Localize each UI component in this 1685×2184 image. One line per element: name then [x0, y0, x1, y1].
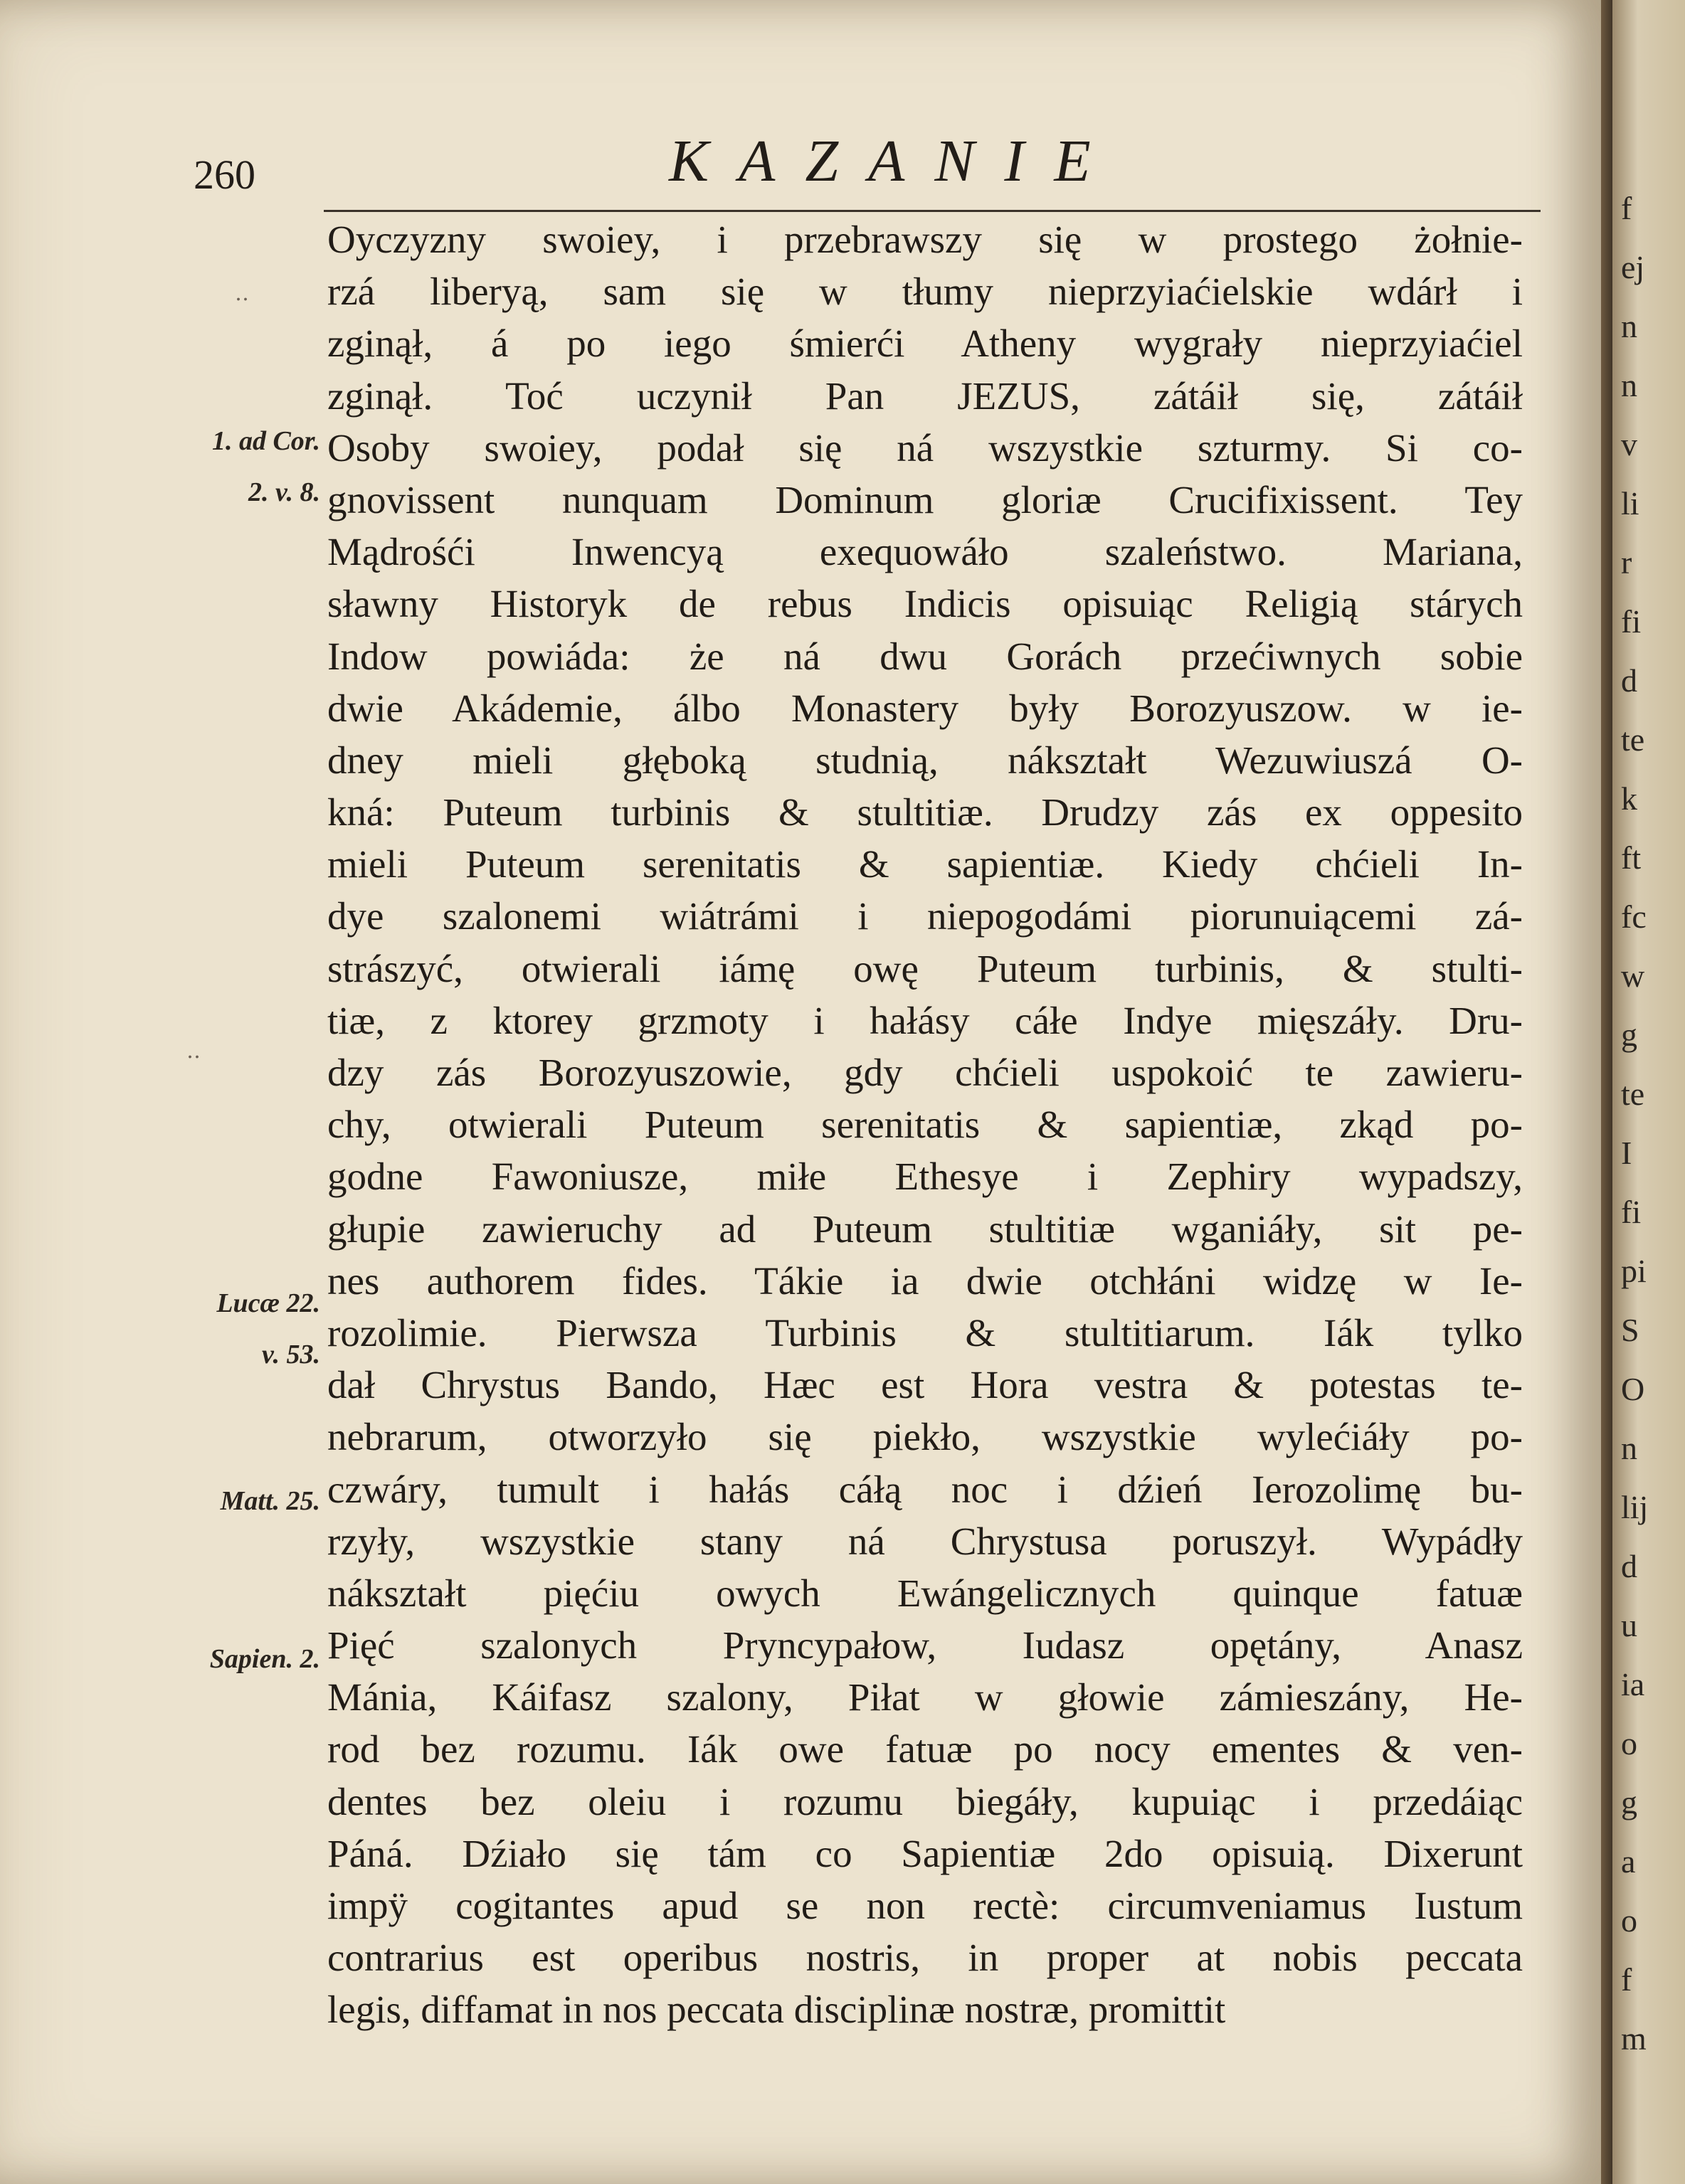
facing-page-fragment: a [1621, 1843, 1636, 1880]
text-line: dentes bez oleiu i rozumu biegáły, kupuiąc i przedáiąc [327, 1779, 1523, 1823]
text-line: zginął, á po iego śmierći Atheny wygrały nieprzyiaćiel [327, 322, 1523, 366]
facing-page-fragment: o [1621, 1725, 1637, 1761]
facing-page-edge [1612, 0, 1685, 2184]
text-line: dał Chrystus Bando, Hæc est Hora vestra & potestas te- [327, 1363, 1523, 1407]
facing-page-fragment: u [1621, 1607, 1637, 1643]
facing-page-fragment: fc [1621, 898, 1647, 935]
text-line: nákształt pięćiu owych Ewángelicznych quinque fatuæ [327, 1571, 1523, 1615]
facing-page-fragment: S [1621, 1312, 1639, 1348]
text-line: Mánia, Káifasz szalony, Piłat w głowie zámieszány, He- [327, 1675, 1523, 1719]
text-line: legis, diffamat in nos peccata disciplinæ nostræ, promittit [327, 1988, 1226, 2032]
facing-page-fragment: ej [1621, 249, 1645, 285]
text-line: dwie Akádemie, álbo Monastery były Borozyuszow. w ie- [327, 686, 1523, 730]
facing-page-fragment: g [1621, 1784, 1637, 1820]
facing-page-fragment: te [1621, 1076, 1645, 1112]
facing-page-fragment: v [1621, 426, 1637, 462]
text-line: Osoby swoiey, podał się ná wszystkie szturmy. Si co- [327, 425, 1523, 470]
text-line: impÿ cogitantes apud se non rectè: circumveniamus Iustum [327, 1884, 1523, 1927]
text-line: Oyczyzny swoiey, i przebrawszy się w prostego żołnie- [327, 218, 1523, 261]
text-line: strászyć, otwierali iámę owę Puteum turbinis, & stulti- [327, 946, 1523, 990]
margin-note: Lucæ 22. [216, 1288, 320, 1318]
ink-speck: ‥ [186, 1039, 201, 1064]
facing-page-fragment: g [1621, 1017, 1637, 1053]
text-line: mieli Puteum serenitatis & sapientiæ. Kiedy chćieli In- [327, 842, 1523, 886]
text-line: Páná. Dźiało się tám co Sapientiæ 2do opisuią. Dixerunt [327, 1831, 1523, 1875]
facing-page-fragment: w [1621, 958, 1645, 994]
facing-page-fragment: lij [1621, 1489, 1649, 1525]
text-line: nes authorem fides. Tákie ia dwie otchłáni widzę w Ie- [327, 1258, 1523, 1303]
margin-note: 2. v. 8. [248, 477, 320, 507]
facing-page-fragment: ia [1621, 1666, 1645, 1702]
facing-page-fragment: n [1621, 367, 1637, 403]
margin-note: 1. ad Cor. [211, 426, 320, 456]
text-line: czwáry, tumult i hałás cáłą noc i dźień Ierozolimę bu- [327, 1467, 1523, 1511]
text-line: rzyły, wszystkie stany ná Chrystusa poruszył. Wypádły [327, 1519, 1523, 1563]
facing-page-fragment: O [1621, 1371, 1645, 1407]
text-line: Pięć szalonych Pryncypałow, Iudasz opętány, Anasz [327, 1623, 1523, 1668]
facing-page-fragment: o [1621, 1902, 1637, 1939]
margin-note: Matt. 25. [220, 1486, 320, 1516]
running-head: KAZANIE [669, 128, 1121, 194]
body-text [327, 213, 1523, 2036]
page-number: 260 [194, 152, 255, 198]
facing-page-fragment: fi [1621, 1194, 1642, 1230]
facing-page-fragment: pi [1621, 1253, 1647, 1289]
text-line: rzá liberyą, sam się w tłumy nieprzyiaćielskie wdárł i [327, 270, 1523, 314]
facing-page-fragment: d [1621, 662, 1637, 699]
text-line: tiæ, z ktorey grzmoty i hałásy cáłe Indye mięszáły. Dru- [327, 998, 1523, 1042]
text-line: chy, otwierali Puteum serenitatis & sapientiæ, zkąd po- [327, 1103, 1523, 1147]
text-line: zginął. Toć uczynił Pan JEZUS, zátáił się, zátáił [327, 373, 1523, 418]
facing-page-fragment: fi [1621, 603, 1642, 640]
text-line: dney mieli głęboką studnią, nákształt Wezuwiuszá O- [327, 738, 1523, 782]
text-line: sławny Historyk de rebus Indicis opisuiąc Religią stárych [327, 582, 1523, 626]
facing-page-fragment: I [1621, 1135, 1632, 1171]
text-line: dzy zás Borozyuszowie, gdy chćieli uspokoić te zawieru- [327, 1051, 1523, 1094]
facing-page-fragment: f [1621, 1961, 1632, 1998]
facing-page-fragment: k [1621, 780, 1637, 817]
margin-note: v. 53. [262, 1340, 320, 1369]
text-line: kná: Puteum turbinis & stultitiæ. Drudzy zás ex oppesito [327, 790, 1523, 834]
text-line: gnovissent nunquam Dominum gloriæ Crucifixissent. Tey [327, 477, 1523, 521]
margin-note: Sapien. 2. [209, 1644, 320, 1674]
facing-page-fragment: f [1621, 190, 1632, 226]
text-line: głupie zawieruchy ad Puteum stultitiæ wganiáły, sit pe- [327, 1207, 1523, 1251]
text-line: Mądrośći Inwencyą exequowáło szaleństwo. Mariana, [327, 530, 1523, 574]
header-rule [324, 210, 1541, 212]
facing-page-fragment: li [1621, 485, 1639, 521]
text-line: rod bez rozumu. Iák owe fatuæ po nocy ementes & ven- [327, 1727, 1523, 1771]
facing-page-fragment: n [1621, 308, 1637, 344]
facing-page-fragment: te [1621, 721, 1645, 758]
facing-page-fragment: r [1621, 544, 1632, 581]
text-line: contrarius est operibus nostris, in proper at nobis peccata [327, 1936, 1523, 1980]
text-line: dye szalonemi wiátrámi i niepogodámi piorunuiącemi zá- [327, 894, 1523, 938]
facing-page-fragment: m [1621, 2020, 1647, 2057]
text-line: nebrarum, otworzyło się piekło, wszystkie wylećiáły po- [327, 1415, 1523, 1459]
facing-page-fragment: ft [1621, 839, 1642, 876]
text-line: godne Fawoniusze, miłe Ethesye i Zephiry wypadszy, [327, 1155, 1523, 1199]
facing-page-fragment: n [1621, 1430, 1637, 1466]
facing-page-fragment: d [1621, 1548, 1637, 1584]
ink-speck: ‥ [235, 281, 250, 306]
text-line: rozolimie. Pierwsza Turbinis & stultitiarum. Iák tylko [327, 1310, 1523, 1355]
text-line: Indow powiáda: że ná dwu Gorách przećiwnych sobie [327, 634, 1523, 678]
